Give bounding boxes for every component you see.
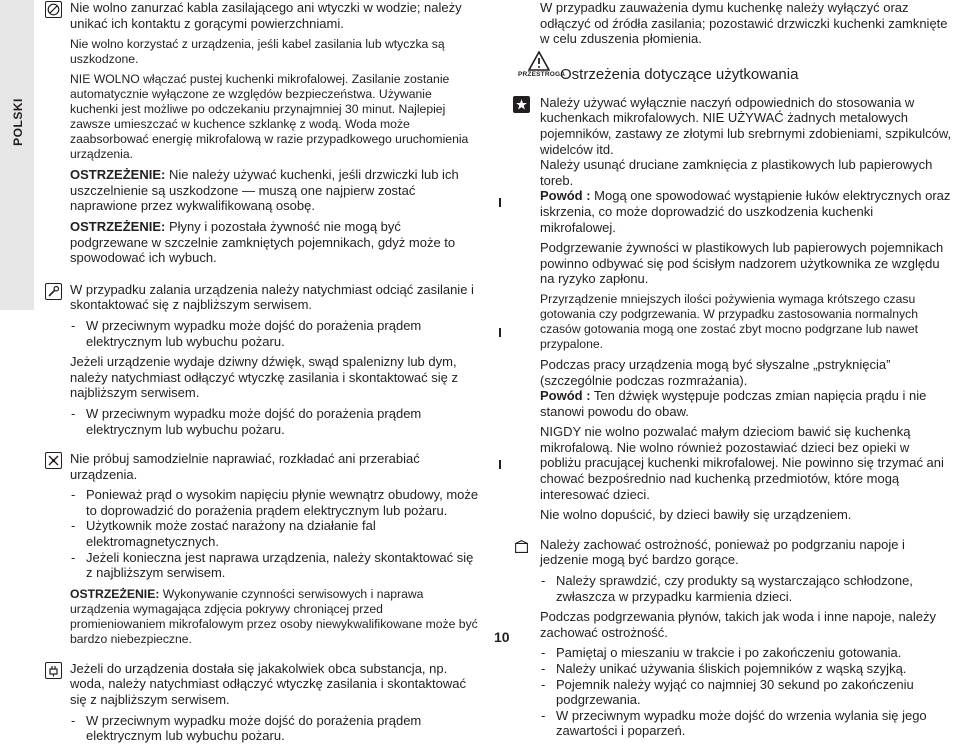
text-paragraph: Nie wolno zanurzać kabla zasilającego ani wtyczki w wodzie; należy unikać ich kontaktu z gorącymi powierzchniami. <box>70 0 462 31</box>
bullet-text: Jeżeli konieczna jest naprawa urządzenia, należy skontaktować się z najbliższym serwisem. <box>86 549 474 581</box>
section-water <box>44 282 479 437</box>
section-no-touch <box>44 0 479 266</box>
warning-text: Nie należy używać kuchenki, jeśli drzwiczki lub ich uszczelnienie są uszkodzone — muszą one najpierw zostać naprawione przez wykwalifikowaną osobę. <box>70 167 459 214</box>
bullet-item: - Należy unikać używania śliskich pojemników z wąską szyjką. <box>541 661 907 676</box>
text-paragraph: Jeżeli urządzenie wydaje dziwny dźwięk, swąd spalenizny lub dym, należy natychmiast odłączyć wtyczkę zasilania i skontaktować się z najbliższym serwisem. <box>70 354 458 401</box>
bullet-item: - Jeżeli konieczna jest naprawa urządzenia, należy skontaktować się z najbliższym serwisem. <box>71 549 474 581</box>
language-label: POLSKI <box>11 98 25 146</box>
bullet-item: - W przeciwnym wypadku może dojść do porażenia prądem elektrycznym lub wybuchu pożaru. <box>71 712 422 744</box>
caution-label: PRZESTROGA <box>518 70 566 78</box>
reason-paragraph <box>540 388 952 419</box>
text-paragraph: Podczas pracy urządzenia mogą być słyszalne „pstryknięcia” (szczególnie podczas rozmrażania). <box>540 356 891 388</box>
section-foreign-substance <box>44 661 479 744</box>
bullet-text: Należy unikać używania śliskich pojemników z wąską szyjką. <box>556 661 907 676</box>
section-title: Ostrzeżenia dotyczące użytkowania <box>560 65 799 83</box>
text-paragraph: Nie wolno korzystać z urządzenia, jeśli kabel zasilania lub wtyczka są uszkodzone. <box>70 37 445 67</box>
no-touch-icon <box>45 1 62 18</box>
language-tab <box>0 0 34 310</box>
text-paragraph: Podczas podgrzewania płynów, takich jak woda i inne napoje, należy zachować ostrożność. <box>540 609 937 640</box>
bullet-item: - Pojemnik należy wyjąć co najmniej 30 sekund po zakończeniu podgrzewania. <box>541 676 914 708</box>
reason-paragraph <box>540 188 952 235</box>
right-column <box>512 0 952 739</box>
bullet-item: - W przeciwnym wypadku może dojść do wrzenia wylania się jego zawartości i poparzeń. <box>541 707 927 739</box>
page-number: 10 <box>494 629 510 645</box>
section-no-repair <box>44 451 479 647</box>
bullet-item: - W przeciwnym wypadku może dojść do porażenia prądem elektrycznym lub wybuchu pożaru. <box>71 405 422 437</box>
reason-text: Ten dźwięk występuje podczas zmian napięcia prądu i nie stanowi powodu do obaw. <box>540 388 927 419</box>
margin-tick <box>499 460 501 469</box>
no-disassemble-icon <box>45 452 62 469</box>
bullet-item: - Ponieważ prąd o wysokim napięciu płynie wewnątrz obudowy, może to doprowadzić do porażenia prądem elektrycznym lub pożaru. <box>71 487 479 518</box>
bullet-text: W przeciwnym wypadku może dojść do porażenia prądem elektrycznym lub wybuchu pożaru. <box>86 712 422 744</box>
star-icon <box>513 96 530 113</box>
warning-triangle-icon <box>528 51 550 71</box>
reason-lead: Powód : <box>540 388 591 404</box>
bullet-item: - W przeciwnym wypadku może dojść do porażenia prądem elektrycznym lub wybuchu pożaru. <box>71 317 422 349</box>
text-paragraph: Przyrządzenie mniejszych ilości pożywienia wymaga krótszego czasu gotowania czy podgrzewania. W przypadku zastosowania normalnych czasów gotowania mogą one zostać zbyt mocno podgrzane lub nawet przypalone. <box>540 291 919 351</box>
text-paragraph: W przypadku zalania urządzenia należy natychmiast odciąć zasilanie i skontaktować się z najbliższym serwisem. <box>70 281 474 313</box>
warning-paragraph <box>70 219 479 266</box>
bullet-text: W przeciwnym wypadku może dojść do porażenia prądem elektrycznym lub wybuchu pożaru. <box>86 405 422 437</box>
margin-tick <box>499 198 501 207</box>
text-paragraph: Podgrzewanie żywności w plastikowych lub papierowych pojemnikach powinno odbywać się pod ścisłym nadzorem użytkownika ze względu na ryzyko zapłonu. <box>540 240 944 287</box>
bullet-text: W przeciwnym wypadku może dojść do porażenia prądem elektrycznym lub wybuchu pożaru. <box>86 317 422 349</box>
warning-lead: OSTRZEŻENIE: <box>70 218 166 234</box>
text-paragraph: Należy zachować ostrożność, ponieważ po podgrzaniu napoje i jedzenie mogą być bardzo gorące. <box>540 536 905 568</box>
section-hot-food <box>512 537 952 739</box>
section-usage <box>512 95 952 523</box>
bullet-text: Ponieważ prąd o wysokim napięciu płynie wewnątrz obudowy, może to doprowadzić do porażenia prądem elektrycznym lub pożaru. <box>86 487 479 518</box>
left-column <box>44 0 479 744</box>
text-paragraph: Nie wolno dopuścić, by dzieci bawiły się urządzeniem. <box>540 507 852 523</box>
warning-lead: OSTRZEŻENIE: <box>70 167 166 183</box>
warning-paragraph <box>70 167 479 214</box>
warning-lead: OSTRZEŻENIE: <box>70 586 160 601</box>
wrench-icon <box>45 283 62 300</box>
reason-lead: Powód : <box>540 188 591 204</box>
text-paragraph: W przypadku zauważenia dymu kuchenkę należy wyłączyć oraz odłączyć od źródła zasilania; pozostawić drzwiczki kuchenki zamknięte w celu zduszenia płomienia. <box>540 0 948 47</box>
caution-header <box>512 51 952 95</box>
text-paragraph: NIGDY nie wolno pozwalać małym dzieciom bawić się kuchenką mikrofalową. Nie wolno również pozostawiać dzieci bez opieki w pobliżu pracującej kuchenki mikrofalowej. Nie powinno się trzymać ani chować bezpośrednio nad kuchenką przedmiotów, które mogą interesować dzieci. <box>540 424 944 502</box>
warning-text: Wykonywanie czynności serwisowych i naprawa urządzenia wymagająca zdjęcia pokrywy chroniącej przed promieniowaniem mikrofalowym przez osoby niewykwalifikowane może być bardzo niebezpieczne. <box>70 586 478 646</box>
text-paragraph: Nie próbuj samodzielnie naprawiać, rozkładać ani przerabiać urządzenia. <box>70 451 420 482</box>
bullet-text: W przeciwnym wypadku może dojść do wrzenia wylania się jego zawartości i poparzeń. <box>556 707 927 739</box>
note-icon <box>513 538 530 555</box>
warning-text: Płyny i pozostała żywność nie mogą być podgrzewane w szczelnie zamkniętych pojemnikach, gdyż może to spowodować ich wybuch. <box>70 218 456 266</box>
bullet-item: - Należy sprawdzić, czy produkty są wystarczająco schłodzone, zwłaszcza w przypadku karmienia dzieci. <box>541 573 913 604</box>
bullet-text: Należy sprawdzić, czy produkty są wystarczająco schłodzone, zwłaszcza w przypadku karmienia dzieci. <box>556 573 913 604</box>
warning-paragraph <box>70 587 479 647</box>
text-paragraph: NIE WOLNO włączać pustej kuchenki mikrofalowej. Zasilanie zostanie automatycznie wyłączone ze względów bezpieczeństwa. Używanie kuchenki jest możliwe po odczekaniu przynajmniej 30 minut. Najlepiej zawsze umieszczać w kuchence szklankę z wodą. Woda może zaabsorbować energię mikrofalową w razie przypadkowego uruchomienia urządzenia. <box>70 72 469 162</box>
bullet-text: Użytkownik może zostać narażony na działanie fal elektromagnetycznych. <box>86 518 376 550</box>
bullet-text: Pamiętaj o mieszaniu w trakcie i po zakończeniu gotowania. <box>556 645 902 661</box>
text-paragraph: Należy używać wyłącznie naczyń odpowiednich do stosowania w kuchenkach mikrofalowych. NIE UŻYWAĆ żadnych metalowych pojemników, zastawy ze złotymi lub srebrnymi zdobieniami, szpikulców, widelców itd. <box>540 94 952 157</box>
unplug-icon <box>45 662 62 679</box>
text-paragraph: Należy usunąć druciane zamknięcia z plastikowych lub papierowych toreb. <box>540 157 933 188</box>
bullet-item: - Pamiętaj o mieszaniu w trakcie i po zakończeniu gotowania. <box>541 645 902 661</box>
reason-text: Mogą one spowodować wystąpienie łuków elektrycznych oraz iskrzenia, co może doprowadzić do uszkodzenia kuchenki mikrofalowej. <box>540 188 951 235</box>
bullet-text: Pojemnik należy wyjąć co najmniej 30 sekund po zakończeniu podgrzewania. <box>556 676 914 708</box>
bullet-item: - Użytkownik może zostać narażony na działanie fal elektromagnetycznych. <box>71 518 376 550</box>
margin-tick <box>499 328 501 337</box>
text-paragraph: Jeżeli do urządzenia dostała się jakakolwiek obca substancja, np. woda, należy natychmiast odłączyć wtyczkę zasilania i skontaktować się z najbliższym serwisem. <box>70 660 466 708</box>
